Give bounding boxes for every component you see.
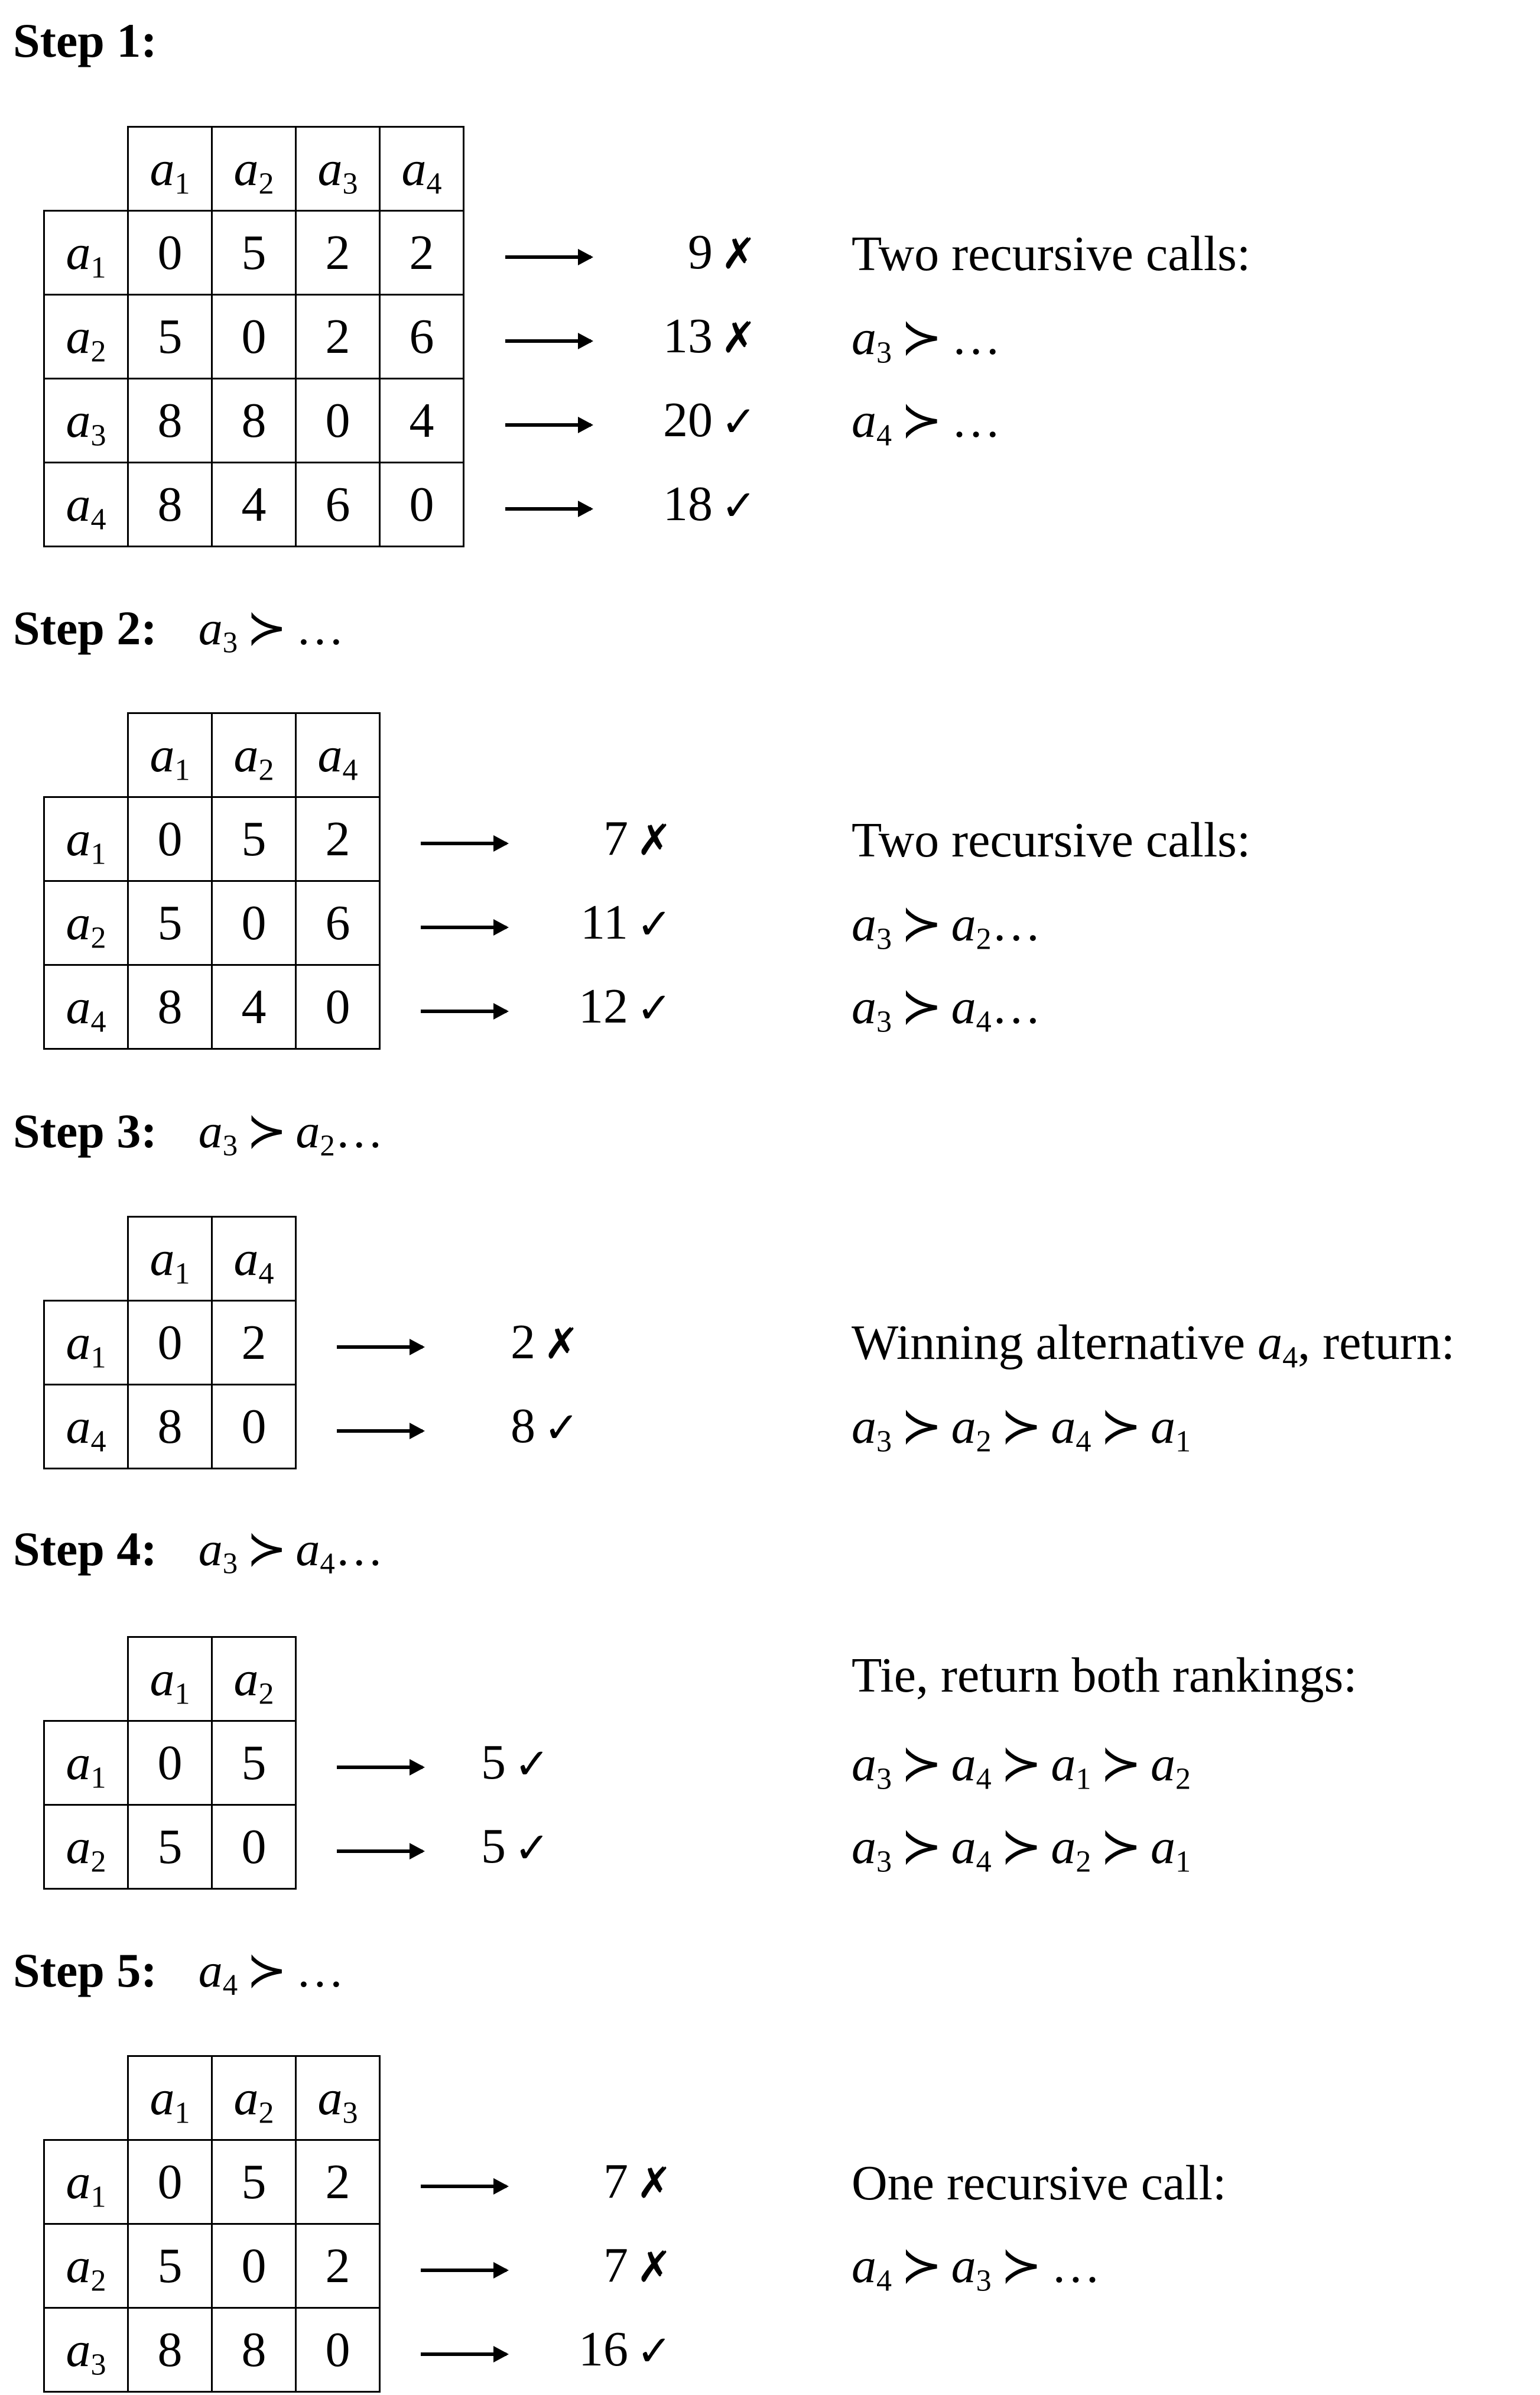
arrow-right-icon [505,507,591,511]
cross-icon: ✗ [636,2158,672,2208]
arrow-right-icon [505,423,591,427]
cell: 4 [380,379,464,463]
col-header: $a_4$ [380,127,464,211]
row-header: $a_2$ [44,2224,128,2308]
cell: 6 [296,881,380,965]
step-2-heading [13,601,345,660]
cell: 5 [212,211,296,295]
col-header: $a_2$ [212,1637,296,1721]
cross-icon: ✗ [544,1319,580,1368]
step-4-note-title: Tie, return both rankings: [852,1648,1357,1703]
table-row [44,797,380,881]
cell: 0 [128,797,212,881]
arrow-right-icon [505,339,591,343]
step-5-matrix [43,2055,381,2393]
cell: 2 [296,295,380,379]
step-4-heading [13,1522,384,1581]
cross-icon: ✗ [636,2242,672,2292]
step-1-heading [13,14,157,67]
cell: 4 [212,463,296,547]
cell: 2 [296,2224,380,2308]
col-header: $a_2$ [212,127,296,211]
row-score: 7 ✗ [421,814,672,864]
ranking-prefix: $a_3$ ≻ $a_4\dots$ [198,1522,384,1581]
row-header: $a_4$ [44,965,128,1049]
cell: 0 [212,881,296,965]
col-header: $a_1$ [128,2056,212,2140]
cell: 0 [128,1721,212,1805]
step-1-note-title: Two recursive calls: [852,226,1251,281]
ranking-prefix: $a_3$ ≻ … [198,601,345,660]
row-header: $a_4$ [44,463,128,547]
corner-cell [44,127,128,211]
row-score: 5 ✓ [337,1822,550,1871]
col-header: $a_1$ [128,713,212,797]
arrow-right-icon [337,1429,423,1433]
step-label: Step 3: [13,1104,157,1158]
cell: 5 [212,2140,296,2224]
recursive-call: $a_3$ ≻ $a_4\dots$ [852,979,1041,1039]
table-row [44,211,464,295]
table-row [44,379,464,463]
cell: 5 [128,295,212,379]
arrow-right-icon [421,842,506,845]
row-header: $a_2$ [44,295,128,379]
row-score: 2 ✗ [337,1317,579,1367]
cell: 8 [128,1385,212,1469]
step-5-note-title: One recursive call: [852,2156,1227,2211]
col-header: $a_3$ [296,2056,380,2140]
ranking-prefix: $a_4$ ≻ … [198,1943,345,2002]
cell: 0 [380,463,464,547]
row-header: $a_1$ [44,211,128,295]
table-row [44,2308,380,2392]
step-2-note-title: Two recursive calls: [852,813,1251,868]
row-score: 13 ✗ [505,311,756,361]
header-row [44,1217,296,1301]
col-header: $a_2$ [212,2056,296,2140]
returned-ranking: $a_3$ ≻ $a_2$ ≻ $a_4$ ≻ $a_1$ [852,1399,1191,1459]
recursive-call: $a_3$ ≻ … [852,310,1001,370]
col-header: $a_1$ [128,1217,212,1301]
ranking-prefix: $a_3$ ≻ $a_2\dots$ [198,1104,384,1163]
table-row [44,965,380,1049]
cell: 5 [212,797,296,881]
check-icon: ✓ [721,397,757,446]
header-row [44,1637,296,1721]
col-header: $a_4$ [296,713,380,797]
cross-icon: ✗ [721,313,757,362]
row-score: 9 ✗ [505,228,756,277]
table-row [44,295,464,379]
arrow-right-icon [421,2185,506,2188]
row-header: $a_2$ [44,881,128,965]
row-score: 18 ✓ [505,479,756,529]
check-icon: ✓ [544,1403,580,1452]
row-header: $a_1$ [44,1721,128,1805]
row-header: $a_1$ [44,797,128,881]
step-label: Step 5: [13,1943,157,1997]
cell: 2 [296,2140,380,2224]
cell: 0 [212,295,296,379]
step-2-matrix [43,712,381,1050]
cell: 0 [296,379,380,463]
row-header: $a_4$ [44,1385,128,1469]
cell: 0 [212,1385,296,1469]
cell: 0 [212,2224,296,2308]
col-header: $a_4$ [212,1217,296,1301]
row-score: 12 ✓ [421,982,672,1031]
arrow-right-icon [421,2352,506,2356]
check-icon: ✓ [721,481,757,530]
row-score: 16 ✓ [421,2325,672,2374]
recursive-call: $a_4$ ≻ $a_3$ ≻ … [852,2238,1101,2298]
cell: 0 [296,965,380,1049]
cell: 2 [296,211,380,295]
cell: 6 [296,463,380,547]
check-icon: ✓ [514,1823,550,1872]
corner-cell [44,713,128,797]
cell: 2 [212,1301,296,1385]
cell: 8 [128,379,212,463]
check-icon: ✓ [636,983,672,1033]
cell: 0 [128,1301,212,1385]
header-row [44,713,380,797]
corner-cell [44,2056,128,2140]
row-score: 20 ✓ [505,395,756,445]
step-5-heading [13,1943,345,2002]
cell: 5 [212,1721,296,1805]
cell: 8 [212,379,296,463]
cross-icon: ✗ [721,229,757,278]
returned-ranking: $a_3$ ≻ $a_4$ ≻ $a_1$ ≻ $a_2$ [852,1737,1191,1796]
col-header: $a_3$ [296,127,380,211]
table-row [44,881,380,965]
step-3-matrix [43,1216,297,1469]
row-header: $a_2$ [44,1805,128,1889]
arrow-right-icon [337,1849,423,1853]
arrow-right-icon [337,1766,423,1769]
cell: 8 [128,2308,212,2392]
cell: 0 [212,1805,296,1889]
check-icon: ✓ [636,899,672,949]
table-row [44,2140,380,2224]
cell: 5 [128,1805,212,1889]
cell: 2 [380,211,464,295]
table-row [44,2224,380,2308]
step-3-note-title: Winning alternative $a_4$, return: [852,1315,1455,1375]
row-header: $a_1$ [44,1301,128,1385]
returned-ranking: $a_3$ ≻ $a_4$ ≻ $a_2$ ≻ $a_1$ [852,1819,1191,1879]
cell: 8 [212,2308,296,2392]
cell: 0 [296,2308,380,2392]
cell: 2 [296,797,380,881]
row-header: $a_3$ [44,379,128,463]
row-score: 8 ✓ [337,1401,579,1451]
col-header: $a_2$ [212,713,296,797]
cell: 5 [128,881,212,965]
row-score: 5 ✓ [337,1738,550,1787]
corner-cell [44,1217,128,1301]
cell: 8 [128,965,212,1049]
step-1-matrix [43,126,464,547]
row-header: $a_1$ [44,2140,128,2224]
cell: 8 [128,463,212,547]
table-row [44,1805,296,1889]
check-icon: ✓ [514,1739,550,1789]
step-label: Step 2: [13,601,157,655]
arrow-right-icon [421,2269,506,2272]
step-3-heading [13,1104,384,1163]
table-row [44,463,464,547]
arrow-right-icon [337,1345,423,1349]
step-label: Step 4: [13,1522,157,1576]
step-4-matrix [43,1636,297,1890]
row-score: 7 ✗ [421,2241,672,2290]
col-header: $a_1$ [128,127,212,211]
header-row [44,2056,380,2140]
header-row [44,127,464,211]
cell: 6 [380,295,464,379]
cell: 0 [128,2140,212,2224]
arrow-right-icon [505,255,591,259]
cell: 5 [128,2224,212,2308]
table-row [44,1721,296,1805]
row-score: 11 ✓ [421,898,672,947]
arrow-right-icon [421,926,506,929]
recursive-call: $a_3$ ≻ $a_2\dots$ [852,897,1041,956]
table-row [44,1301,296,1385]
corner-cell [44,1637,128,1721]
col-header: $a_1$ [128,1637,212,1721]
row-score: 7 ✗ [421,2157,672,2206]
recursive-call: $a_4$ ≻ … [852,393,1001,453]
check-icon: ✓ [636,2326,672,2375]
table-row [44,1385,296,1469]
row-header: $a_3$ [44,2308,128,2392]
cell: 0 [128,211,212,295]
step-label: Step 1: [13,14,157,67]
cell: 4 [212,965,296,1049]
arrow-right-icon [421,1010,506,1013]
cross-icon: ✗ [636,815,672,865]
